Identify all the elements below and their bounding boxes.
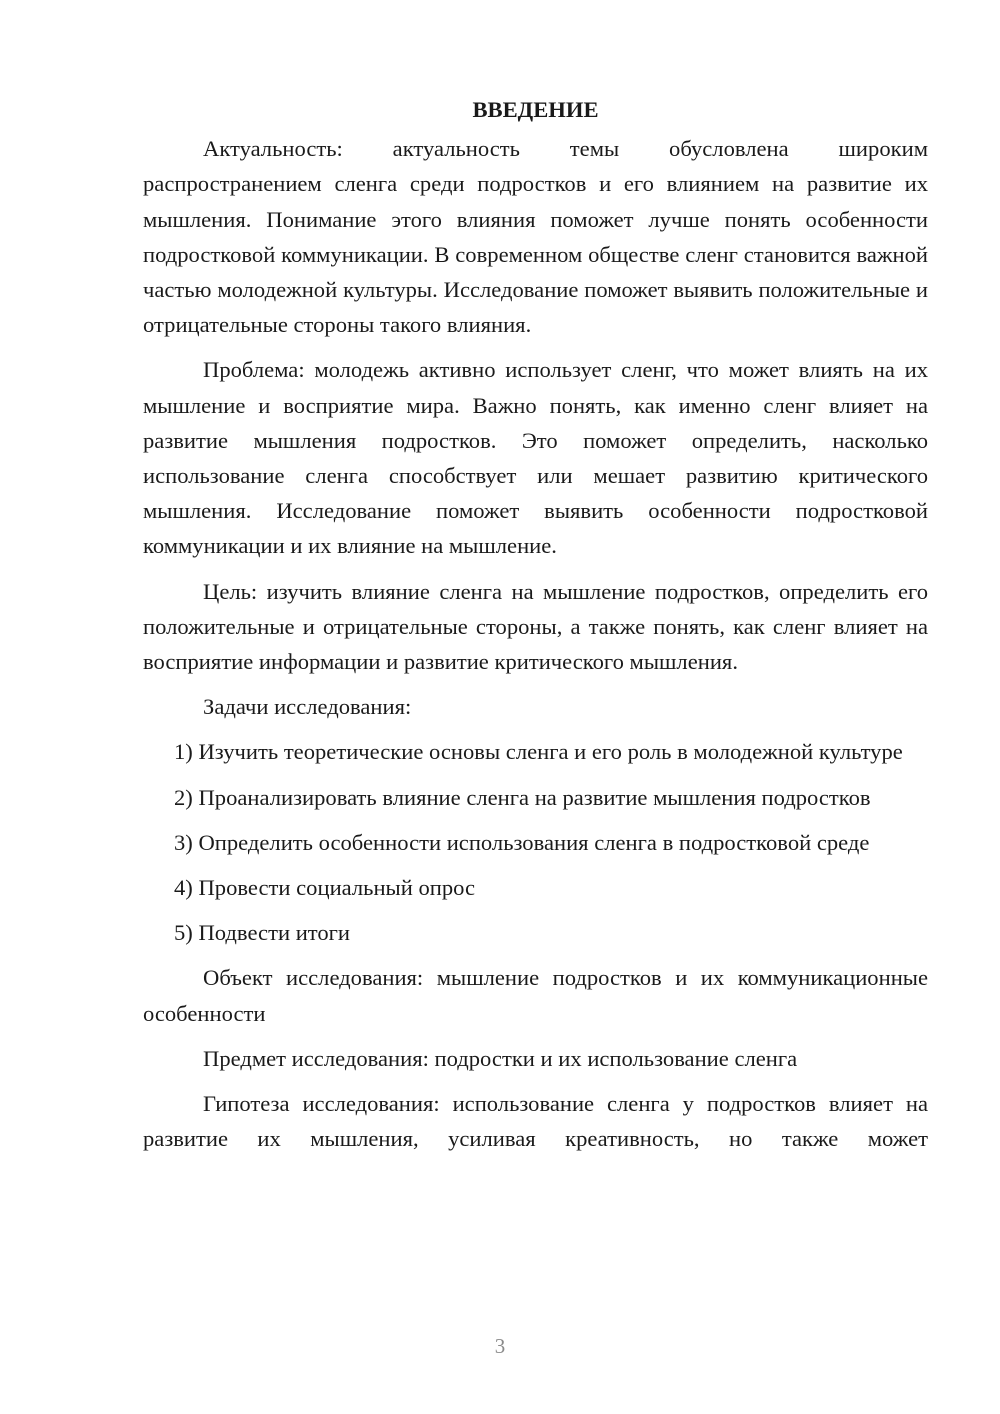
paragraph-goal: Цель: изучить влияние сленга на мышление подростков, определить его положительные и отрицательные стороны, а также понять, как сленг влияет на восприятие информации и развитие критического мышления. [143, 578, 928, 675]
task-item-5: 5) Подвести итоги [174, 920, 351, 946]
page-content [143, 92, 928, 1156]
task-item-3: 3) Определить особенности использования сленга в подростковой среде [174, 829, 870, 855]
paragraph-relevance: Актуальность: актуальность темы обусловлена широким распространением сленга среди подростков и его влиянием на развитие их мышления. Понимание этого влияния поможет лучше понять особенности подростковой коммуникации. В современном обществе сленг становится важной частью молодежной культуры. Исследование поможет выявить положительные и отрицательные стороны такого влияния. [143, 136, 928, 338]
task-item-1: 1) Изучить теоретические основы сленга и его роль в молодежной культуре [174, 739, 903, 765]
task-item-4: 4) Провести социальный опрос [174, 875, 476, 901]
page-number: 3 [494, 1334, 506, 1358]
paragraph-problem: Проблема: молодежь активно использует сленг, что может влиять на их мышление и восприятие мира. Важно понять, как именно сленг влияет на развитие мышления подростков. Это поможет определить, насколько использование сленга способствует или мешает развитию критического мышления. Исследование поможет выявить особенности подростковой коммуникации и их влияние на мышление. [143, 357, 928, 559]
task-item-2: 2) Проанализировать влияние сленга на развитие мышления подростков [174, 784, 871, 810]
section-title: ВВЕДЕНИЕ [472, 97, 599, 122]
tasks-heading: Задачи исследования: [203, 694, 412, 720]
paragraph-object: Объект исследования: мышление подростков и их коммуникационные особенности [143, 965, 928, 1026]
paragraph-subject: Предмет исследования: подростки и их использование сленга [203, 1045, 798, 1071]
paragraph-hypothesis: Гипотеза исследования: использование сленга у подростков влияет на развитие их мышления, усиливая креативность, но также может [143, 1091, 928, 1152]
